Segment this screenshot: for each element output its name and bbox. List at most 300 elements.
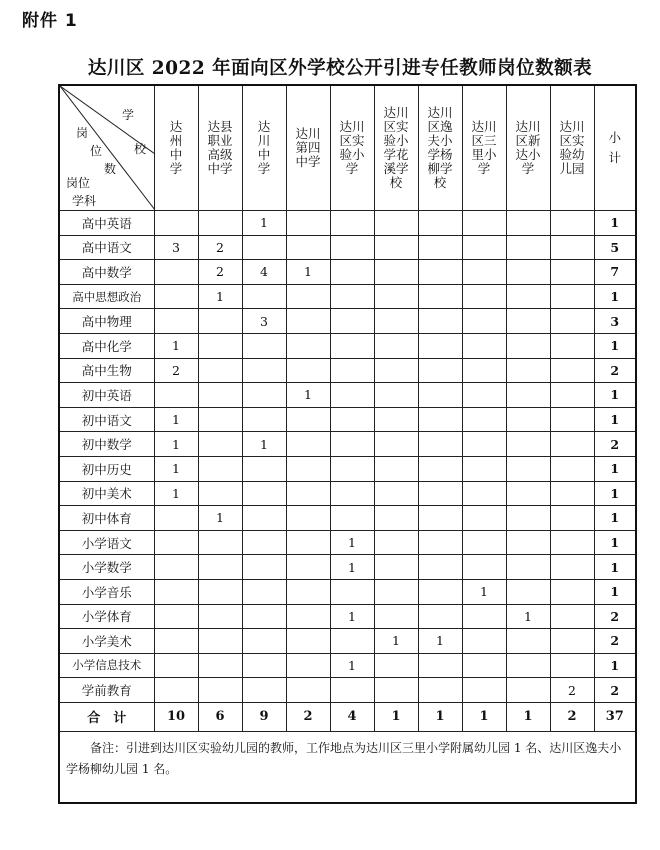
quota-cell: 1: [198, 506, 242, 531]
quota-cell: [462, 358, 506, 383]
quota-cell: 1: [242, 211, 286, 236]
table-row: [59, 456, 636, 481]
quota-cell: [330, 333, 374, 358]
quota-cell: 3: [242, 309, 286, 334]
quota-cell: [374, 309, 418, 334]
quota-cell: [418, 432, 462, 457]
quota-cell: [286, 333, 330, 358]
subtotal-header-label: 小 计: [608, 130, 621, 165]
quota-cell: [242, 604, 286, 629]
quota-cell: [506, 432, 550, 457]
quota-cell: [418, 555, 462, 580]
quota-cell: [330, 284, 374, 309]
subtotal-cell: 2: [594, 432, 636, 457]
quota-cell: [286, 506, 330, 531]
quota-cell: 1: [154, 481, 198, 506]
subtotal-cell: 1: [594, 555, 636, 580]
quota-cell: 2: [550, 678, 594, 703]
quota-cell: [154, 284, 198, 309]
table-row: [59, 260, 636, 285]
subtotal-cell: 7: [594, 260, 636, 285]
quota-cell: [550, 235, 594, 260]
quota-cell: [242, 407, 286, 432]
table-row: [59, 579, 636, 604]
quota-cell: [550, 358, 594, 383]
quota-cell: [418, 481, 462, 506]
quota-cell: [418, 456, 462, 481]
total-cell: 2: [550, 702, 594, 731]
quota-cell: 2: [198, 235, 242, 260]
subject-cell: 初中历史: [59, 456, 154, 481]
positions-table: [58, 84, 637, 804]
quota-cell: [550, 284, 594, 309]
table-row: [59, 309, 636, 334]
quota-cell: [462, 629, 506, 654]
subtotal-cell: 2: [594, 678, 636, 703]
school-name: 达川 区实 验小 学: [339, 119, 365, 176]
quota-cell: [550, 604, 594, 629]
subject-cell: 小学音乐: [59, 579, 154, 604]
quota-cell: [550, 456, 594, 481]
diagonal-header-cell: [59, 85, 154, 211]
quota-cell: [374, 530, 418, 555]
school-name: 达 川 中 学: [257, 119, 271, 176]
quota-cell: 1: [154, 333, 198, 358]
quota-cell: [374, 481, 418, 506]
quota-cell: 2: [154, 358, 198, 383]
diag-label-xueke: 学科: [72, 194, 97, 208]
table-row: [59, 284, 636, 309]
quota-cell: [374, 432, 418, 457]
quota-cell: 1: [462, 579, 506, 604]
quota-cell: [374, 284, 418, 309]
subtotal-cell: 1: [594, 653, 636, 678]
quota-cell: [198, 678, 242, 703]
school-header-5: [330, 85, 374, 211]
quota-cell: 2: [198, 260, 242, 285]
quota-cell: 1: [286, 383, 330, 408]
notes-row: [59, 731, 636, 803]
quota-cell: [418, 530, 462, 555]
quota-cell: [286, 530, 330, 555]
grand-total-cell: 37: [594, 702, 636, 731]
school-name: 达川 区实 验小 学花 溪学 校: [383, 105, 409, 190]
quota-cell: [286, 456, 330, 481]
quota-cell: [374, 358, 418, 383]
notes-text: 备注：引进到达川区实验幼儿园的教师，工作地点为达川区三里小学附属幼儿园 1 名、达川区逸夫小学杨柳幼儿园 1 名。: [66, 740, 622, 776]
quota-cell: [242, 333, 286, 358]
subject-cell: 初中美术: [59, 481, 154, 506]
quota-cell: [154, 530, 198, 555]
quota-cell: [418, 604, 462, 629]
subject-cell: 初中数学: [59, 432, 154, 457]
quota-cell: [286, 358, 330, 383]
school-header-9: [506, 85, 550, 211]
table-row: [59, 629, 636, 654]
document-title: 达川区 2022 年面向区外学校公开引进专任教师岗位数额表: [87, 58, 593, 79]
quota-cell: [242, 678, 286, 703]
table-row: [59, 653, 636, 678]
quota-cell: [418, 358, 462, 383]
quota-cell: [418, 383, 462, 408]
quota-cell: [242, 383, 286, 408]
quota-cell: [506, 309, 550, 334]
quota-cell: [286, 235, 330, 260]
quota-cell: [506, 530, 550, 555]
quota-cell: [286, 653, 330, 678]
quota-cell: [198, 456, 242, 481]
subtotal-cell: 5: [594, 235, 636, 260]
quota-cell: 1: [242, 432, 286, 457]
quota-cell: [418, 579, 462, 604]
quota-cell: [242, 653, 286, 678]
quota-cell: [418, 284, 462, 309]
total-row: [59, 702, 636, 731]
subtotal-cell: 2: [594, 604, 636, 629]
quota-cell: [462, 530, 506, 555]
subject-cell: 高中物理: [59, 309, 154, 334]
table-row: [59, 678, 636, 703]
quota-cell: [550, 383, 594, 408]
quota-cell: [506, 555, 550, 580]
quota-cell: [374, 678, 418, 703]
table-row: [59, 235, 636, 260]
quota-cell: [506, 211, 550, 236]
quota-cell: [330, 506, 374, 531]
table-row: [59, 555, 636, 580]
quota-cell: [374, 604, 418, 629]
quota-cell: [198, 333, 242, 358]
quota-cell: 3: [154, 235, 198, 260]
quota-cell: [198, 555, 242, 580]
quota-cell: [506, 333, 550, 358]
quota-cell: [198, 383, 242, 408]
quota-cell: [506, 629, 550, 654]
subtotal-cell: 1: [594, 456, 636, 481]
subtotal-cell: 1: [594, 211, 636, 236]
subtotal-cell: 2: [594, 358, 636, 383]
quota-cell: [242, 506, 286, 531]
quota-cell: [418, 309, 462, 334]
quota-cell: [242, 555, 286, 580]
school-header-2: [198, 85, 242, 211]
quota-cell: [154, 653, 198, 678]
quota-cell: [154, 260, 198, 285]
subtotal-cell: 1: [594, 333, 636, 358]
quota-cell: [242, 235, 286, 260]
subtotal-cell: 1: [594, 284, 636, 309]
quota-cell: [550, 653, 594, 678]
quota-cell: [374, 235, 418, 260]
quota-cell: [154, 309, 198, 334]
subtotal-cell: 1: [594, 506, 636, 531]
diag-label-gang: 岗: [76, 126, 89, 140]
quota-cell: 1: [330, 555, 374, 580]
quota-cell: [286, 432, 330, 457]
quota-cell: [198, 407, 242, 432]
quota-cell: [418, 211, 462, 236]
total-cell: 1: [418, 702, 462, 731]
diag-label-xue: 学: [122, 108, 135, 122]
quota-cell: [242, 284, 286, 309]
quota-cell: [198, 432, 242, 457]
quota-cell: [198, 358, 242, 383]
subject-cell: 学前教育: [59, 678, 154, 703]
quota-cell: [462, 235, 506, 260]
quota-cell: [242, 456, 286, 481]
quota-cell: [374, 506, 418, 531]
quota-cell: [242, 530, 286, 555]
quota-cell: [506, 678, 550, 703]
quota-cell: [462, 506, 506, 531]
total-cell: 10: [154, 702, 198, 731]
school-name: 达川 第四 中学: [295, 126, 321, 169]
quota-cell: [462, 555, 506, 580]
quota-cell: [506, 579, 550, 604]
quota-cell: 1: [330, 530, 374, 555]
quota-cell: [418, 653, 462, 678]
quota-cell: [154, 555, 198, 580]
quota-cell: [418, 333, 462, 358]
quota-cell: [506, 383, 550, 408]
subject-cell: 高中数学: [59, 260, 154, 285]
quota-cell: [330, 309, 374, 334]
quota-cell: [462, 260, 506, 285]
school-name: 达 州 中 学: [169, 119, 183, 176]
subject-cell: 小学美术: [59, 629, 154, 654]
quota-cell: [418, 407, 462, 432]
quota-cell: [330, 629, 374, 654]
quota-cell: [550, 506, 594, 531]
school-name: 达川 区三 里小 学: [471, 119, 497, 176]
quota-cell: [506, 407, 550, 432]
quota-cell: [506, 506, 550, 531]
quota-cell: [374, 579, 418, 604]
table-row: [59, 211, 636, 236]
quota-cell: [286, 211, 330, 236]
quota-cell: [462, 604, 506, 629]
quota-cell: [550, 211, 594, 236]
subject-cell: 高中化学: [59, 333, 154, 358]
quota-cell: [374, 653, 418, 678]
subtotal-cell: 1: [594, 407, 636, 432]
total-cell: 9: [242, 702, 286, 731]
quota-cell: [418, 506, 462, 531]
total-cell: 6: [198, 702, 242, 731]
quota-cell: [330, 678, 374, 703]
quota-cell: [550, 309, 594, 334]
quota-cell: [418, 235, 462, 260]
quota-cell: [154, 506, 198, 531]
quota-cell: [198, 629, 242, 654]
quota-cell: [462, 678, 506, 703]
quota-cell: [462, 407, 506, 432]
quota-cell: [462, 481, 506, 506]
header-row: [59, 85, 636, 211]
quota-cell: [506, 260, 550, 285]
quota-cell: [550, 333, 594, 358]
subject-cell: 小学体育: [59, 604, 154, 629]
quota-cell: [154, 579, 198, 604]
quota-cell: [286, 604, 330, 629]
subtotal-cell: 1: [594, 383, 636, 408]
quota-cell: [462, 653, 506, 678]
quota-cell: [374, 456, 418, 481]
diag-label-gangwei: 岗位: [66, 176, 91, 190]
quota-cell: [242, 481, 286, 506]
quota-cell: [462, 456, 506, 481]
quota-cell: [374, 555, 418, 580]
quota-cell: [550, 407, 594, 432]
quota-cell: 1: [154, 432, 198, 457]
quota-cell: [550, 432, 594, 457]
quota-cell: [330, 432, 374, 457]
subject-cell: 初中体育: [59, 506, 154, 531]
quota-cell: [418, 678, 462, 703]
subject-cell: 高中英语: [59, 211, 154, 236]
diag-label-xiao: 校: [134, 142, 147, 156]
subject-cell: 高中生物: [59, 358, 154, 383]
quota-cell: [374, 383, 418, 408]
table-row: [59, 530, 636, 555]
quota-cell: 1: [330, 653, 374, 678]
school-name: 达川 区逸 夫小 学杨 柳学 校: [427, 105, 453, 190]
quota-cell: [154, 629, 198, 654]
subject-cell: 小学语文: [59, 530, 154, 555]
quota-cell: 4: [242, 260, 286, 285]
quota-cell: [198, 604, 242, 629]
quota-cell: 1: [154, 407, 198, 432]
quota-cell: [286, 481, 330, 506]
table-row: [59, 383, 636, 408]
quota-cell: 1: [374, 629, 418, 654]
total-cell: 1: [374, 702, 418, 731]
quota-cell: [462, 284, 506, 309]
school-name: 达川 区实 验幼 儿园: [559, 119, 585, 176]
school-header-6: [374, 85, 418, 211]
table-row: [59, 604, 636, 629]
quota-cell: [374, 333, 418, 358]
school-header-10: [550, 85, 594, 211]
subject-cell: 初中英语: [59, 383, 154, 408]
quota-cell: [330, 358, 374, 383]
total-cell: 2: [286, 702, 330, 731]
quota-cell: [330, 456, 374, 481]
quota-cell: [462, 333, 506, 358]
quota-cell: [550, 481, 594, 506]
quota-cell: 1: [330, 604, 374, 629]
table-row: [59, 481, 636, 506]
quota-cell: [286, 407, 330, 432]
quota-cell: [330, 260, 374, 285]
quota-cell: [374, 260, 418, 285]
notes-cell: [59, 731, 636, 803]
quota-cell: [418, 260, 462, 285]
subtotal-cell: 1: [594, 579, 636, 604]
quota-cell: [550, 629, 594, 654]
school-header-3: [242, 85, 286, 211]
table-row: [59, 333, 636, 358]
quota-cell: [198, 653, 242, 678]
quota-cell: [154, 604, 198, 629]
school-name: 达县 职业 高级 中学: [207, 119, 233, 176]
school-header-4: [286, 85, 330, 211]
quota-cell: [198, 211, 242, 236]
quota-cell: [330, 579, 374, 604]
school-header-1: [154, 85, 198, 211]
subtotal-cell: 1: [594, 530, 636, 555]
table-row: [59, 506, 636, 531]
quota-cell: [198, 579, 242, 604]
subtotal-header: [594, 85, 636, 211]
quota-cell: [286, 284, 330, 309]
total-cell: 4: [330, 702, 374, 731]
subject-cell: 小学信息技术: [59, 653, 154, 678]
quota-cell: [462, 432, 506, 457]
quota-cell: [506, 456, 550, 481]
quota-cell: [550, 530, 594, 555]
school-header-7: [418, 85, 462, 211]
quota-cell: [154, 678, 198, 703]
quota-cell: [330, 383, 374, 408]
quota-cell: [286, 309, 330, 334]
quota-cell: [242, 358, 286, 383]
quota-cell: [506, 235, 550, 260]
quota-cell: [550, 555, 594, 580]
quota-cell: [198, 309, 242, 334]
quota-cell: [462, 383, 506, 408]
quota-cell: 1: [154, 456, 198, 481]
school-header-8: [462, 85, 506, 211]
table-row: [59, 407, 636, 432]
quota-cell: 1: [418, 629, 462, 654]
quota-cell: [506, 481, 550, 506]
quota-cell: [550, 260, 594, 285]
quota-cell: [242, 629, 286, 654]
quota-cell: [286, 678, 330, 703]
quota-cell: [330, 235, 374, 260]
attachment-label: 附件 1: [22, 11, 78, 31]
table-row: [59, 358, 636, 383]
quota-cell: [330, 481, 374, 506]
diag-label-wei: 位: [90, 144, 103, 158]
table-row: [59, 432, 636, 457]
quota-cell: [330, 211, 374, 236]
quota-cell: 1: [286, 260, 330, 285]
quota-cell: [330, 407, 374, 432]
quota-cell: [462, 309, 506, 334]
total-cell: 1: [462, 702, 506, 731]
subject-cell: 高中语文: [59, 235, 154, 260]
quota-cell: [154, 383, 198, 408]
quota-cell: [506, 358, 550, 383]
quota-cell: [154, 211, 198, 236]
quota-cell: [198, 481, 242, 506]
diag-label-shu: 数: [104, 162, 117, 176]
quota-cell: 1: [198, 284, 242, 309]
quota-cell: [506, 653, 550, 678]
quota-cell: [462, 211, 506, 236]
subtotal-cell: 2: [594, 629, 636, 654]
quota-cell: [374, 407, 418, 432]
quota-cell: [550, 579, 594, 604]
total-cell: 1: [506, 702, 550, 731]
quota-cell: [286, 579, 330, 604]
quota-cell: 1: [506, 604, 550, 629]
subject-cell: 小学数学: [59, 555, 154, 580]
quota-cell: [286, 555, 330, 580]
subtotal-cell: 3: [594, 309, 636, 334]
